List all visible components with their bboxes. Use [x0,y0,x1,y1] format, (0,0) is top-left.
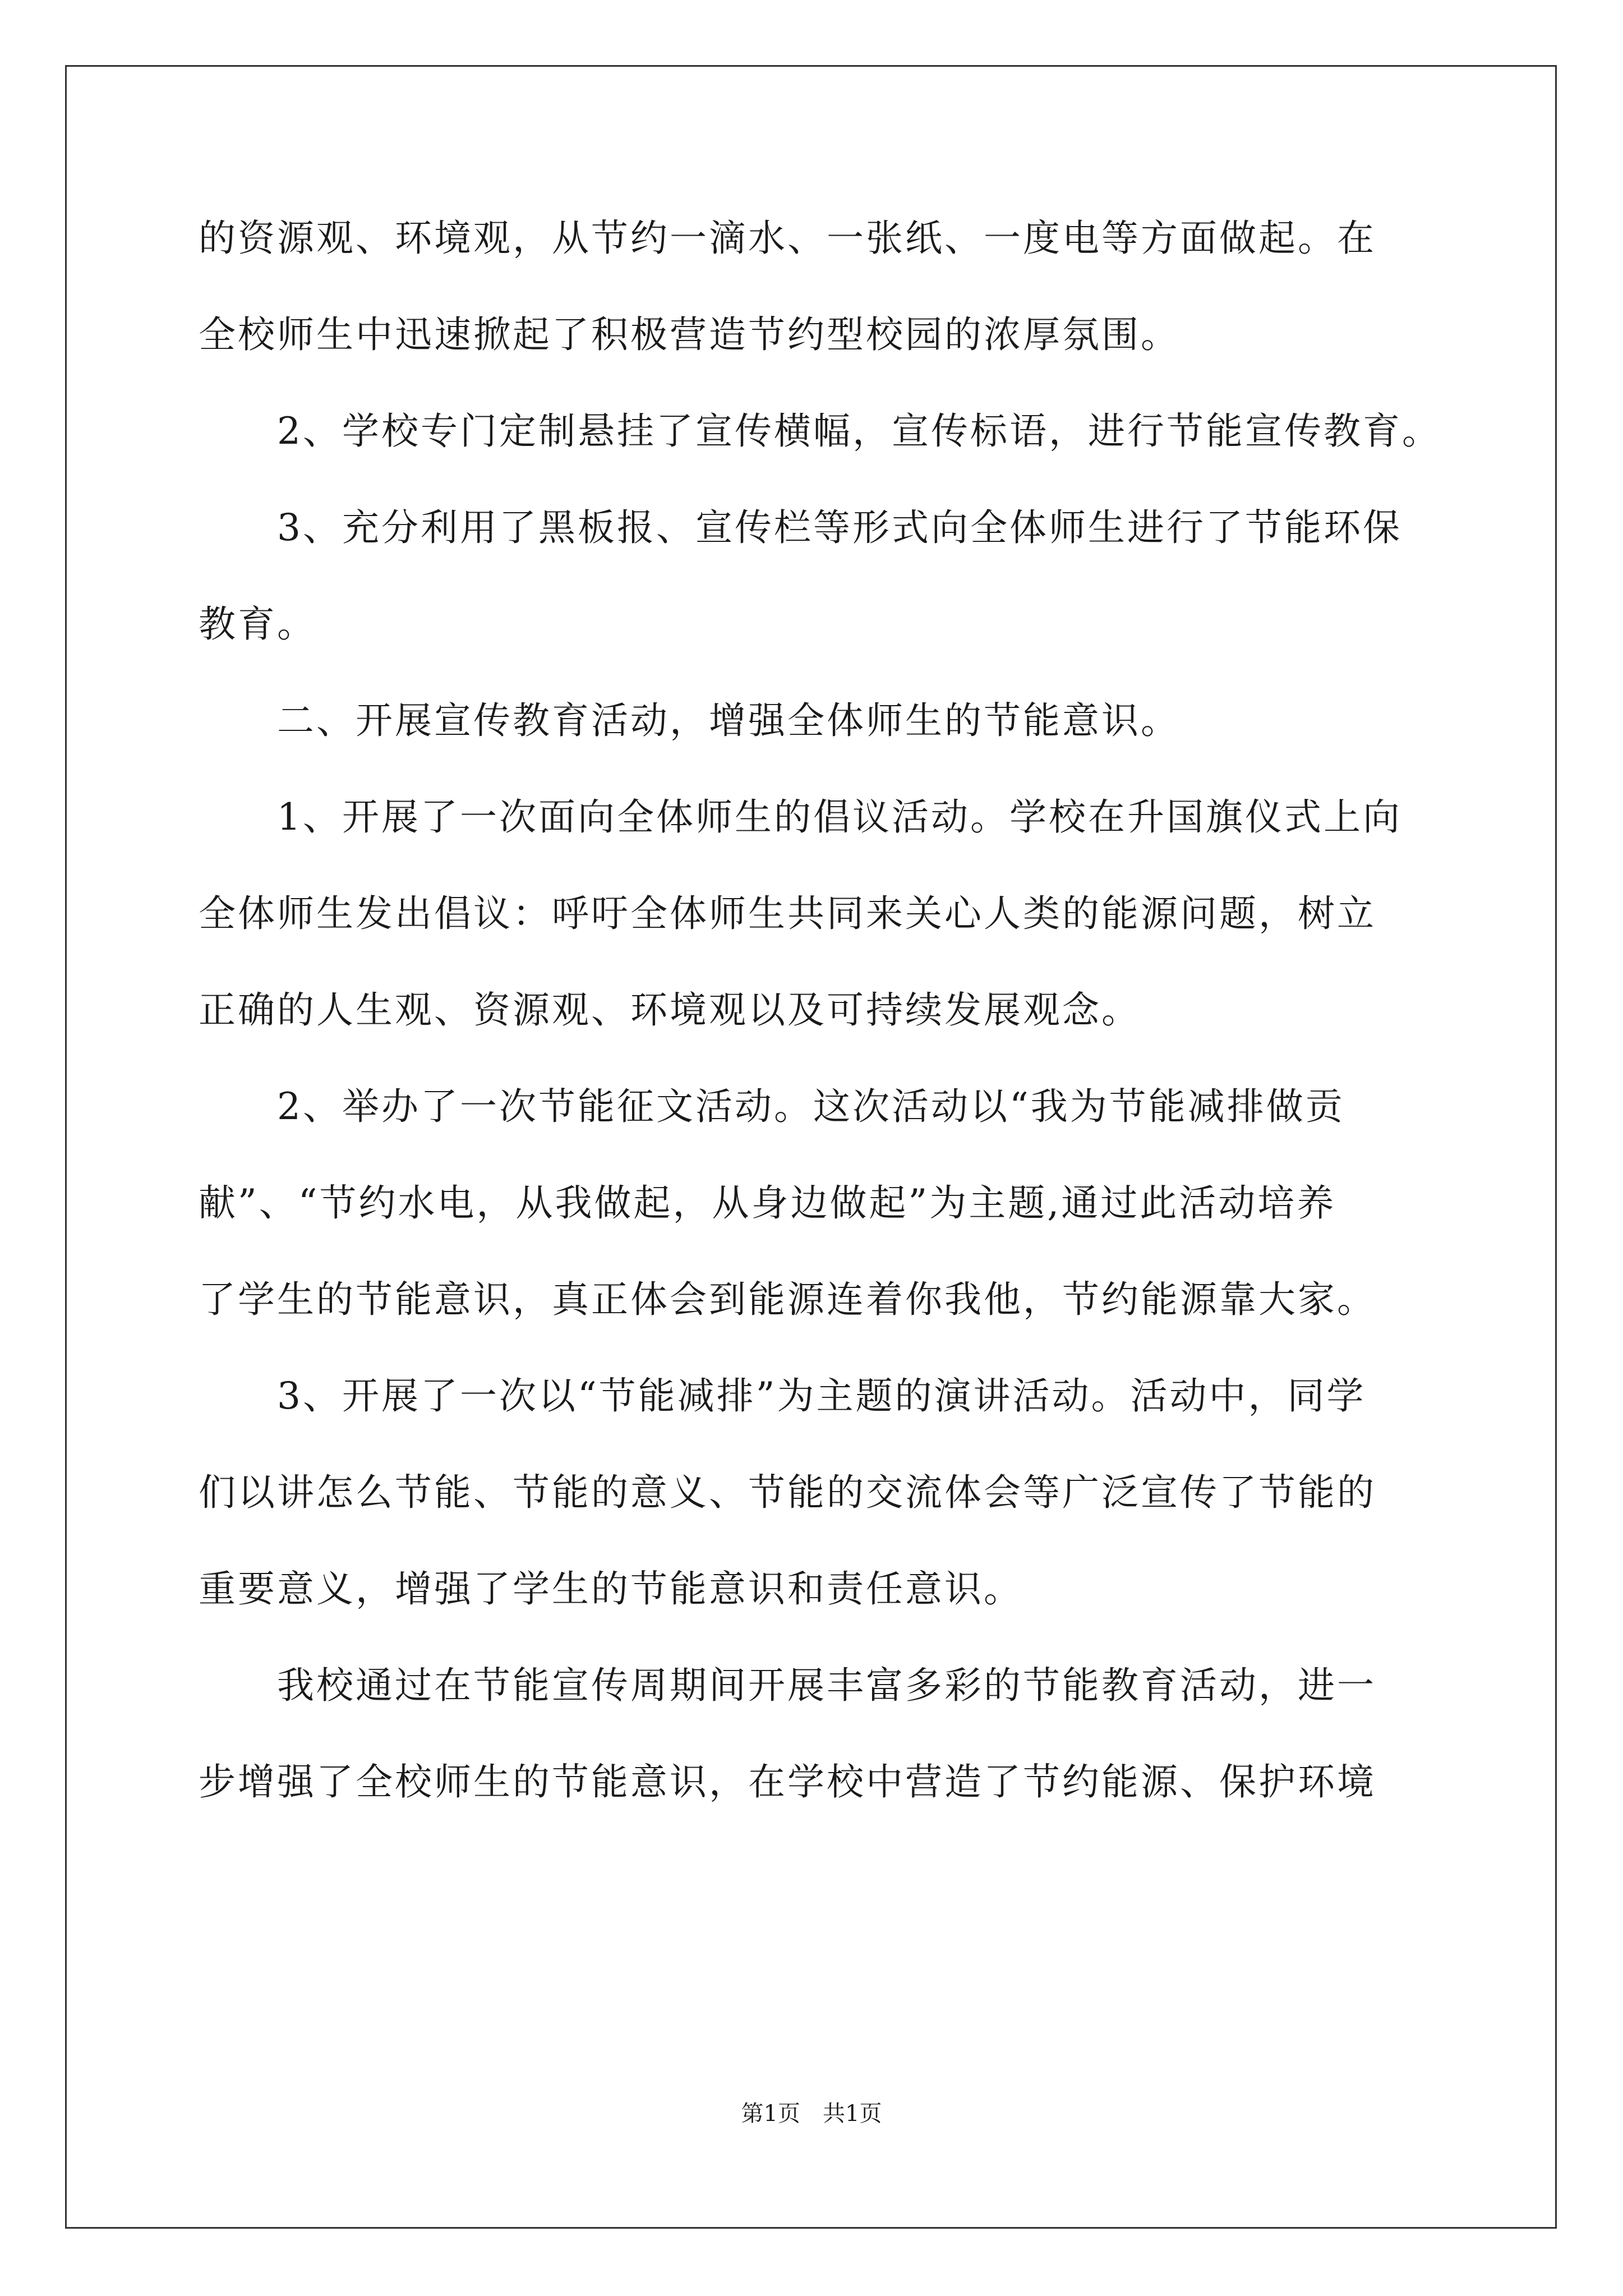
text-line: 了学生的节能意识，真正体会到能源连着你我他，节约能源靠大家。 [199,1278,1376,1321]
text-line: 教育。 [199,602,316,646]
text-line: 全校师生中迅速掀起了积极营造节约型校园的浓厚氛围。 [199,313,1180,356]
text-line: 们以讲怎么节能、节能的意义、节能的交流体会等广泛宣传了节能的 [199,1471,1376,1514]
text-line: 二、开展宣传教育活动，增强全体师生的节能意识。 [277,699,1180,742]
page-border [65,65,1557,2229]
text-line: 1、开展了一次面向全体师生的倡议活动。学校在升国旗仪式上向 [277,795,1402,839]
text-line: 步增强了全校师生的节能意识，在学校中营造了节约能源、保护环境 [199,1760,1376,1803]
text-line: 2、举办了一次节能征文活动。这次活动以“我为节能减排做贡 [277,1085,1345,1128]
text-line: 献”、“节约水电，从我做起，从身边做起”为主题,通过此活动培养 [199,1181,1336,1225]
text-line: 我校通过在节能宣传周期间开展丰富多彩的节能教育活动，进一 [277,1664,1376,1707]
text-line: 正确的人生观、资源观、环境观以及可持续发展观念。 [199,988,1141,1032]
page-footer: 第1页 共1页 [741,2101,882,2127]
text-line: 全体师生发出倡议：呼吁全体师生共同来关心人类的能源问题，树立 [199,892,1376,935]
text-line: 3、充分利用了黑板报、宣传栏等形式向全体师生进行了节能环保 [277,506,1402,549]
text-line: 2、学校专门定制悬挂了宣传横幅，宣传标语，进行节能宣传教育。 [277,409,1441,453]
text-line: 的资源观、环境观，从节约一滴水、一张纸、一度电等方面做起。在 [199,217,1376,260]
text-line: 重要意义，增强了学生的节能意识和责任意识。 [199,1567,1023,1611]
text-line: 3、开展了一次以“节能减排”为主题的演讲活动。活动中，同学 [277,1374,1366,1418]
